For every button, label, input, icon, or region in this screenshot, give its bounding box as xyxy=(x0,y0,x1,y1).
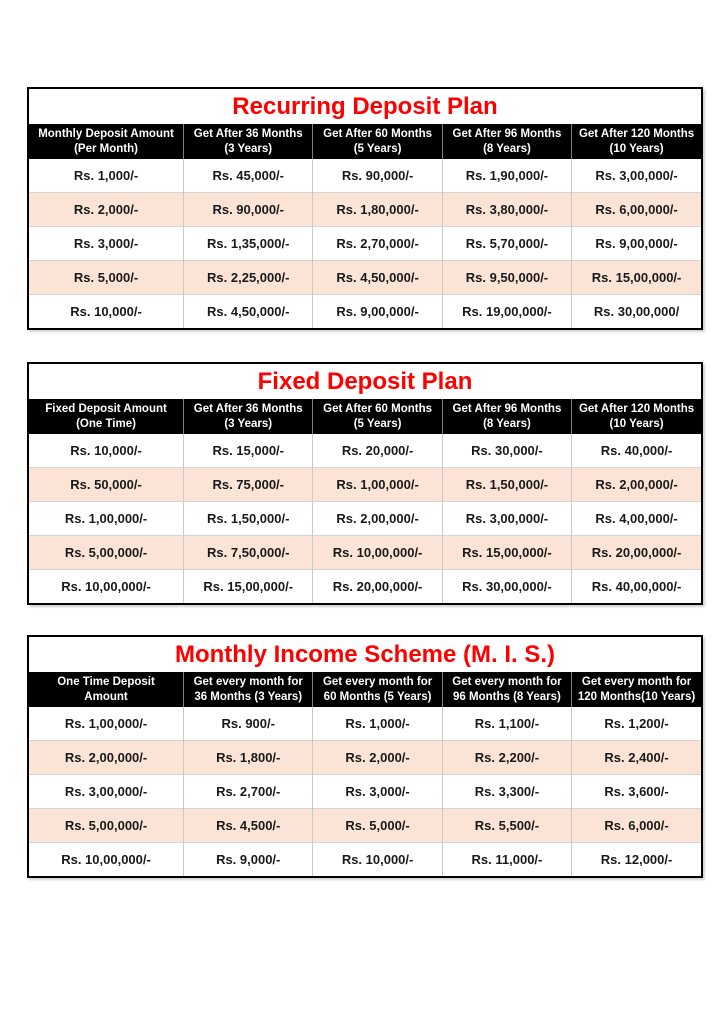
column-header-line: (8 Years) xyxy=(483,417,531,430)
column-header xyxy=(313,399,442,434)
column-header xyxy=(184,672,313,707)
column-header xyxy=(442,124,571,159)
column-header xyxy=(29,124,184,159)
table-row xyxy=(29,193,701,227)
amount-cell: Rs. 2,00,000/- xyxy=(313,502,442,536)
amount-cell: Rs. 5,00,000/- xyxy=(29,809,184,843)
column-header-line: Get After 120 Months xyxy=(578,402,695,415)
amount-cell: Rs. 2,000/- xyxy=(29,193,184,227)
table-row xyxy=(29,159,701,193)
amount-cell: Rs. 50,000/- xyxy=(29,468,184,502)
amount-cell: Rs. 10,00,000/- xyxy=(29,570,184,604)
amount-cell: Rs. 4,50,000/- xyxy=(313,261,442,295)
amount-cell: Rs. 40,000/- xyxy=(572,434,701,468)
column-header-line: Get After 36 Months xyxy=(193,402,303,415)
amount-cell: Rs. 6,000/- xyxy=(572,809,701,843)
amount-cell: Rs. 3,000/- xyxy=(29,227,184,261)
column-header xyxy=(29,672,184,707)
column-header-line: Get every month for xyxy=(322,675,433,688)
amount-cell: Rs. 15,00,000/- xyxy=(572,261,701,295)
amount-cell: Rs. 6,00,000/- xyxy=(572,193,701,227)
amount-cell: Rs. 20,00,000/- xyxy=(313,570,442,604)
column-header-line: (5 Years) xyxy=(353,417,402,430)
amount-cell: Rs. 1,100/- xyxy=(442,707,571,741)
column-header-line: Get every month for xyxy=(581,675,692,688)
column-header-line: (3 Years) xyxy=(224,417,273,430)
column-header xyxy=(184,399,313,434)
column-header xyxy=(313,124,442,159)
amount-cell: Rs. 3,300/- xyxy=(442,775,571,809)
table-row xyxy=(29,570,701,604)
column-header-line: One Time Deposit xyxy=(57,675,155,688)
column-header-line: (10 Years) xyxy=(609,142,664,155)
amount-cell: Rs. 4,500/- xyxy=(184,809,313,843)
table-title-fixed-deposit: Fixed Deposit Plan xyxy=(29,364,701,399)
header-row xyxy=(29,672,701,707)
amount-cell: Rs. 1,200/- xyxy=(572,707,701,741)
column-header-line: 120 Months(10 Years) xyxy=(577,690,696,703)
table-body xyxy=(29,434,701,603)
column-header xyxy=(572,672,701,707)
column-header xyxy=(572,399,701,434)
amount-cell: Rs. 7,50,000/- xyxy=(184,536,313,570)
amount-cell: Rs. 3,00,000/- xyxy=(29,775,184,809)
table-row xyxy=(29,843,701,877)
amount-cell: Rs. 1,800/- xyxy=(184,741,313,775)
amount-cell: Rs. 30,00,000/ xyxy=(572,295,701,329)
amount-cell: Rs. 45,000/- xyxy=(184,159,313,193)
amount-cell: Rs. 1,000/- xyxy=(313,707,442,741)
amount-cell: Rs. 30,000/- xyxy=(442,434,571,468)
amount-cell: Rs. 2,200/- xyxy=(442,741,571,775)
amount-cell: Rs. 2,00,000/- xyxy=(29,741,184,775)
column-header-line: 60 Months (5 Years) xyxy=(323,690,432,703)
table-body xyxy=(29,707,701,876)
column-header xyxy=(313,672,442,707)
table-row xyxy=(29,261,701,295)
column-header-line: Get After 96 Months xyxy=(452,127,562,140)
table-row xyxy=(29,741,701,775)
amount-cell: Rs. 90,000/- xyxy=(184,193,313,227)
amount-cell: Rs. 3,80,000/- xyxy=(442,193,571,227)
fixed-deposit-plan-table xyxy=(27,362,703,605)
amount-cell: Rs. 9,00,000/- xyxy=(313,295,442,329)
amount-cell: Rs. 1,80,000/- xyxy=(313,193,442,227)
amount-cell: Rs. 1,00,000/- xyxy=(29,502,184,536)
column-header-line: (Per Month) xyxy=(74,142,138,155)
amount-cell: Rs. 20,000/- xyxy=(313,434,442,468)
column-header-line: Get After 60 Months xyxy=(323,402,432,415)
amount-cell: Rs. 3,00,000/- xyxy=(442,502,571,536)
amount-cell: Rs. 1,35,000/- xyxy=(184,227,313,261)
column-header xyxy=(29,399,184,434)
amount-cell: Rs. 5,70,000/- xyxy=(442,227,571,261)
recurring-deposit-plan-table xyxy=(27,87,703,330)
amount-cell: Rs. 15,00,000/- xyxy=(442,536,571,570)
column-header-line: Monthly Deposit Amount xyxy=(38,127,174,140)
amount-cell: Rs. 10,00,000/- xyxy=(313,536,442,570)
amount-cell: Rs. 3,000/- xyxy=(313,775,442,809)
column-header-line: Get After 96 Months xyxy=(452,402,562,415)
amount-cell: Rs. 10,000/- xyxy=(313,843,442,877)
column-header-line: Get After 120 Months xyxy=(578,127,695,140)
column-header-line: 36 Months (3 Years) xyxy=(194,690,303,703)
amount-cell: Rs. 5,00,000/- xyxy=(29,536,184,570)
amount-cell: Rs. 1,90,000/- xyxy=(442,159,571,193)
table-row xyxy=(29,227,701,261)
amount-cell: Rs. 2,700/- xyxy=(184,775,313,809)
amount-cell: Rs. 1,000/- xyxy=(29,159,184,193)
amount-cell: Rs. 1,00,000/- xyxy=(313,468,442,502)
amount-cell: Rs. 12,000/- xyxy=(572,843,701,877)
amount-cell: Rs. 1,50,000/- xyxy=(442,468,571,502)
column-header-line: 96 Months (8 Years) xyxy=(453,690,561,703)
amount-cell: Rs. 10,000/- xyxy=(29,434,184,468)
amount-cell: Rs. 2,25,000/- xyxy=(184,261,313,295)
amount-cell: Rs. 19,00,000/- xyxy=(442,295,571,329)
amount-cell: Rs. 4,00,000/- xyxy=(572,502,701,536)
amount-cell: Rs. 2,400/- xyxy=(572,741,701,775)
monthly-income-scheme-table xyxy=(27,635,703,878)
amount-cell: Rs. 90,000/- xyxy=(313,159,442,193)
table-row xyxy=(29,434,701,468)
amount-cell: Rs. 3,00,000/- xyxy=(572,159,701,193)
column-header xyxy=(442,672,571,707)
amount-cell: Rs. 3,600/- xyxy=(572,775,701,809)
amount-cell: Rs. 900/- xyxy=(184,707,313,741)
table-body xyxy=(29,159,701,328)
amount-cell: Rs. 75,000/- xyxy=(184,468,313,502)
column-header-line: Get every month for xyxy=(452,675,562,688)
amount-cell: Rs. 9,000/- xyxy=(184,843,313,877)
amount-cell: Rs. 2,00,000/- xyxy=(572,468,701,502)
table-row xyxy=(29,707,701,741)
column-header-line: (5 Years) xyxy=(353,142,402,155)
column-header xyxy=(572,124,701,159)
header-row xyxy=(29,124,701,159)
amount-cell: Rs. 5,500/- xyxy=(442,809,571,843)
column-header-line: (3 Years) xyxy=(224,142,273,155)
amount-cell: Rs. 2,000/- xyxy=(313,741,442,775)
amount-cell: Rs. 15,000/- xyxy=(184,434,313,468)
amount-cell: Rs. 10,000/- xyxy=(29,295,184,329)
amount-cell: Rs. 30,00,000/- xyxy=(442,570,571,604)
table-row xyxy=(29,468,701,502)
column-header xyxy=(184,124,313,159)
amount-cell: Rs. 5,000/- xyxy=(29,261,184,295)
column-header-line: Fixed Deposit Amount xyxy=(45,402,167,415)
table-row xyxy=(29,809,701,843)
table-row xyxy=(29,536,701,570)
header-row xyxy=(29,399,701,434)
amount-cell: Rs. 20,00,000/- xyxy=(572,536,701,570)
amount-cell: Rs. 9,00,000/- xyxy=(572,227,701,261)
table-row xyxy=(29,295,701,329)
column-header-line: (10 Years) xyxy=(609,417,664,430)
amount-cell: Rs. 10,00,000/- xyxy=(29,843,184,877)
column-header-line: (8 Years) xyxy=(483,142,531,155)
table-row xyxy=(29,775,701,809)
amount-cell: Rs. 2,70,000/- xyxy=(313,227,442,261)
amount-cell: Rs. 1,50,000/- xyxy=(184,502,313,536)
column-header xyxy=(442,399,571,434)
column-header-line: Get every month for xyxy=(193,675,303,688)
amount-cell: Rs. 9,50,000/- xyxy=(442,261,571,295)
table-title-monthly-income-scheme: Monthly Income Scheme (M. I. S.) xyxy=(29,637,701,672)
column-header-line: (One Time) xyxy=(76,417,136,430)
amount-cell: Rs. 15,00,000/- xyxy=(184,570,313,604)
table-row xyxy=(29,502,701,536)
table-title-recurring-deposit: Recurring Deposit Plan xyxy=(29,89,701,124)
amount-cell: Rs. 11,000/- xyxy=(442,843,571,877)
amount-cell: Rs. 5,000/- xyxy=(313,809,442,843)
column-header-line: Get After 60 Months xyxy=(323,127,432,140)
column-header-line: Amount xyxy=(84,690,128,703)
amount-cell: Rs. 40,00,000/- xyxy=(572,570,701,604)
amount-cell: Rs. 4,50,000/- xyxy=(184,295,313,329)
amount-cell: Rs. 1,00,000/- xyxy=(29,707,184,741)
column-header-line: Get After 36 Months xyxy=(193,127,303,140)
